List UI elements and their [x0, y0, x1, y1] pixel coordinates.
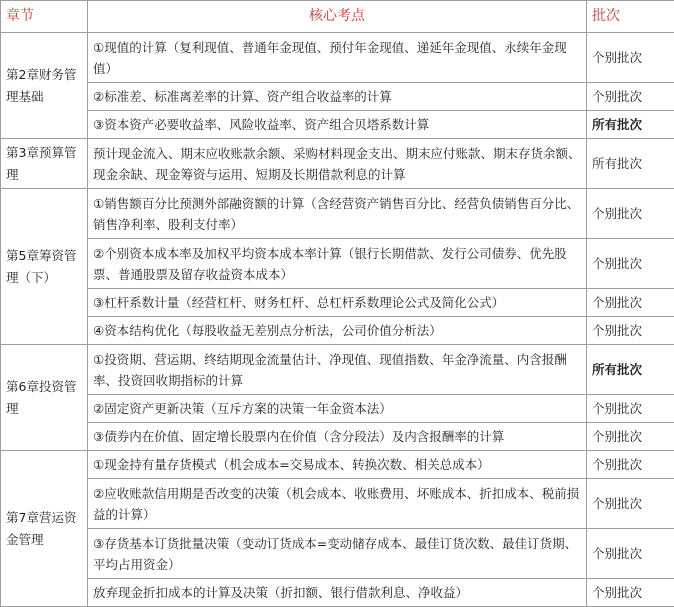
table-row	[1, 479, 674, 529]
point-cell: ③存货基本订货批量决策（变动订货成本=变动储存成本、最佳订货次数、最佳订货期、平均占用资金）	[88, 529, 587, 579]
chapter-cell: 第2章财务管理基础	[1, 33, 88, 139]
batch-cell: 个别批次	[587, 239, 674, 289]
batch-cell: 所有批次	[587, 345, 674, 395]
chapter-cell: 第3章预算管理	[1, 139, 88, 189]
table-row	[1, 579, 674, 607]
batch-cell: 所有批次	[587, 139, 674, 189]
batch-cell: 个别批次	[587, 423, 674, 451]
point-cell: ②标准差、标准离差率的计算、资产组合收益率的计算	[88, 83, 587, 111]
table-row	[1, 529, 674, 579]
batch-cell: 个别批次	[587, 317, 674, 345]
table-row	[1, 111, 674, 139]
table-header-row	[1, 1, 674, 33]
point-cell: ①现金持有量存货模式（机会成本=交易成本、转换次数、相关总成本）	[88, 451, 587, 479]
table-row	[1, 33, 674, 83]
batch-cell: 个别批次	[587, 529, 674, 579]
chapter-cell: 第6章投资管理	[1, 345, 88, 451]
point-cell: ③债券内在价值、固定增长股票内在价值（含分段法）及内含报酬率的计算	[88, 423, 587, 451]
header-batch: 批次	[587, 1, 674, 33]
point-cell: ③杠杆系数计量（经营杠杆、财务杠杆、总杠杆系数理论公式及简化公式）	[88, 289, 587, 317]
point-cell: ①现值的计算（复利现值、普通年金现值、预付年金现值、递延年金现值、永续年金现值）	[88, 33, 587, 83]
batch-cell: 个别批次	[587, 83, 674, 111]
table-row	[1, 189, 674, 239]
point-cell: ①销售额百分比预测外部融资额的计算（含经营资产销售百分比、经营负债销售百分比、销售净利率、股利支付率）	[88, 189, 587, 239]
point-cell: 预计现金流入、期末应收账款余额、采购材料现金支出、期末应付账款、期末存货余额、现金余缺、现金筹资与运用、短期及长期借款利息的计算	[88, 139, 587, 189]
batch-cell: 个别批次	[587, 289, 674, 317]
batch-cell: 个别批次	[587, 189, 674, 239]
table-row	[1, 239, 674, 289]
batch-cell: 所有批次	[587, 111, 674, 139]
point-cell: ②固定资产更新决策（互斥方案的决策一年金资本法）	[88, 395, 587, 423]
header-core-point: 核心考点	[88, 1, 587, 33]
table-row	[1, 345, 674, 395]
point-cell: 放弃现金折扣成本的计算及决策（折扣额、银行借款利息、净收益）	[88, 579, 587, 607]
table-row	[1, 395, 674, 423]
chapter-cell: 第7章营运资金管理	[1, 451, 88, 607]
point-cell: ②个别资本成本率及加权平均资本成本率计算（银行长期借款、发行公司债券、优先股票、普通股票及留存收益资本成本）	[88, 239, 587, 289]
batch-cell: 个别批次	[587, 395, 674, 423]
table-row	[1, 289, 674, 317]
table-row	[1, 423, 674, 451]
point-cell: ②应收账款信用期是否改变的决策（机会成本、收账费用、坏账成本、折扣成本、税前损益的计算）	[88, 479, 587, 529]
batch-cell: 个别批次	[587, 33, 674, 83]
table-row	[1, 451, 674, 479]
batch-cell: 个别批次	[587, 451, 674, 479]
table-row	[1, 83, 674, 111]
batch-cell: 个别批次	[587, 479, 674, 529]
point-cell: ①投资期、营运期、终结期现金流量估计、净现值、现值指数、年金净流量、内含报酬率、投资回收期指标的计算	[88, 345, 587, 395]
table-row	[1, 317, 674, 345]
point-cell: ④资本结构优化（每股收益无差别点分析法，公司价值分析法）	[88, 317, 587, 345]
batch-cell: 个别批次	[587, 579, 674, 607]
point-cell: ③资本资产必要收益率、风险收益率、资产组合贝塔系数计算	[88, 111, 587, 139]
chapter-cell: 第5章筹资管理（下）	[1, 189, 88, 345]
table-row	[1, 139, 674, 189]
header-chapter: 章节	[1, 1, 88, 33]
